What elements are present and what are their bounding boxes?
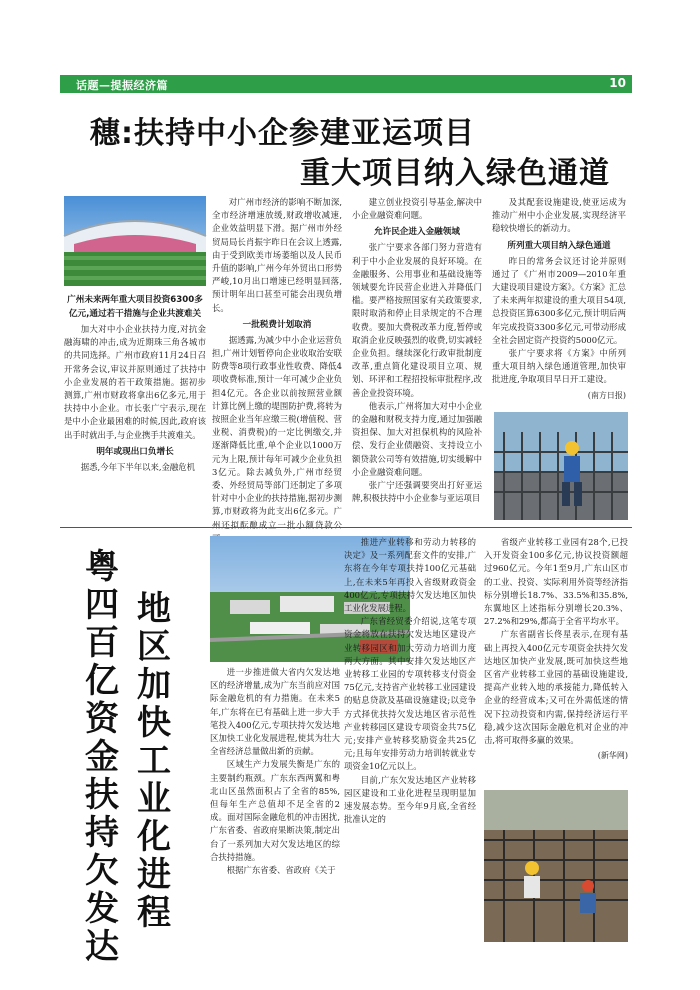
article1-col3-paragraph: 建立创业投资引导基金,解决中小企业融资难问题。 bbox=[352, 197, 482, 221]
article1-col4-paragraph: 及其配套设施建设,使亚运成为推动广州中小企业发展,实现经济平稳较快增长的新动力。 bbox=[492, 197, 626, 234]
article1-column-4 bbox=[492, 196, 626, 406]
article2-title-column-1: 粤四百亿资金扶持欠发达 bbox=[85, 547, 119, 967]
article1-col3-paragraph-4: 张广宁还强调要突出打好亚运牌,积极扶持中小企业参与亚运项目 bbox=[352, 480, 482, 504]
article2-column-c bbox=[484, 536, 628, 784]
article2-colB-paragraph-2: 广东省经贸委介绍说,这笔专项资金将放在扶持欠发达地区建设产业转移园区和加大劳动力培训力度两大方面。其中安排欠发达地区产业转移工业园的专项转移支付资金75亿元,支持省产业转移工业园建设的贴息贷款及基础设施建设;以竞争方式择优扶持欠发达地区省示范性产业转移园区建设专项资金共75亿元;安排产业转移奖励资金共25亿元;且每年安排劳动力培训转就业专项资金10亿元以上。 bbox=[344, 616, 476, 772]
construction-worker-photo bbox=[494, 412, 628, 520]
article1-subtitle-export: 明年或现出口负增长 bbox=[96, 446, 174, 457]
article2-colC-paragraph: 省级产业转移工业园有28个,已投入开发资金100多亿元,协议投资额超过960亿元。今年1至9月,广东山区市的工业、投资、实际利用外资等经济指标分别增长18.7%、33.5%和35.8%,东翼地区上述指标分别增长20.3%、27.2%和29%,都高于全省平均水平。 bbox=[484, 537, 628, 627]
article1-col2-paragraph-2: 据透露,为减少中小企业运营负担,广州计划暂停向企业收取治安联防费等8项行政事业性收费、降低4项收费标准,预计一年可减少企业负担4亿元。各企业以前按照营业额计算比例上缴的堤围防护费,将转为按照企业当年应缴三税(增值税、营业税、消费税)的一定比例缴交,并逐渐降低比重,单个企业以1000万元为上限,预计每年可减少企业负担3亿元。除去减负外,广州市经贸委、外经贸局等部门还制定了多项针对中小企业的扶持措施,据初步测算,市财政将为此支出6亿多元。广州还拟酝酿成立一批小额贷款公 bbox=[212, 334, 342, 530]
article2-title-column-2: 地区加快工业化进程 bbox=[137, 589, 171, 933]
stadium-photo bbox=[64, 196, 206, 286]
article1-col3-paragraph-3: 他表示,广州将加大对中小企业的金融和财税支持力度,通过加强融资担保、加大对担保机构的风险补偿、发行企业债融资、支持设立小额贷款公司等有效措施,切实缓解中小企业融资难问题。 bbox=[352, 400, 482, 477]
article1-subtitle-lead: 广州未来两年重大项目投资6300多亿元,通过若干措施与企业共渡难关 bbox=[67, 295, 203, 319]
article1-col3-paragraph-2: 张广宁要求各部门努力营造有利于中小企业发展的良好环境。在金融服务、公用事业和基础设施等领域要允许民营企业进入并降低门槛。要严格按照国家有关政策要求,限时取消和停止目录规定的不合理收费。要加大费税改革力度,暂停或取消企业反映强烈的收费,切实减轻企业负担。继续深化行政审批制度改革,重点简化建设项目立项、规划、环评和工程招投标审批程序,改善企业投资环境。 bbox=[352, 242, 482, 398]
article1-col1-paragraph: 加大对中小企业扶持力度,对抗金融海啸的冲击,成为近期珠三角各城市的共同选择。广州市政府11月24日召开常务会议,审议并原则通过了扶持中小企业发展的若干政策措施。据初步测算,广州市财政将拿出6亿多元,用于扶持中小企业。市长张广宁表示,现在是中小企业最困难的时候,因此,政府该出手时就出手,与企业携手共渡难关。 bbox=[64, 324, 206, 440]
article2-column-b bbox=[344, 536, 476, 948]
article1-title-line1: 穗:扶持中小企参建亚运项目 bbox=[90, 116, 475, 151]
article1-column-1 bbox=[64, 290, 206, 518]
article1-col4-paragraph-3: 张广宁要求将《方案》中所列重大项目纳入绿色通道管理,加快审批进度,争取项目早日开工建设。 bbox=[492, 348, 626, 385]
article-divider bbox=[60, 527, 632, 528]
article2-colB-paragraph-3: 目前,广东欠发达地区产业转移园区建设和工业化进程呈现明显加速发展态势。至今年9月底,全省经批准认定的 bbox=[344, 774, 476, 825]
page-number: 10 bbox=[609, 76, 626, 90]
article1-source-credit: (南方日报) bbox=[587, 390, 626, 400]
article2-column-a bbox=[210, 666, 340, 948]
article2-colB-paragraph: 推进产业转移和劳动力转移的决定》及一系列配套文件的安排,广东将在今年专项扶持100亿元基础上,在未来5年再投入省级财政资金400亿元,专项扶持欠发达地区加快工业化发展进程。 bbox=[344, 537, 476, 614]
workers-trench-photo bbox=[484, 790, 628, 942]
article2-colA-paragraph: 进一步推进做大省内欠发达地区的经济增量,成为广东当前应对国际金融危机的有力措施。在未来5年,广东将在已有基础上进一步大手笔投入400亿元,专项扶持欠发达地区加快工业化发展进程,使其为壮大全省经济总量做出新的贡献。 bbox=[210, 667, 340, 757]
article1-column-2 bbox=[212, 196, 342, 530]
article2-colA-paragraph-3: 根据广东省委、省政府《关于 bbox=[226, 865, 336, 876]
article2-source-credit: (新华网) bbox=[597, 751, 628, 761]
article1-column-3 bbox=[352, 196, 482, 518]
section-header-bar bbox=[60, 75, 632, 93]
article1-col1-paragraph-2: 据悉,今年下半年以来,金融危机 bbox=[80, 461, 195, 472]
article2-colC-paragraph-2: 广东省副省长佟星表示,在现有基础上再投入400亿元专项资金扶持欠发达地区加快产业发展,既可加快这些地区省产业转移工业园的基础设施建设,提高产业转入地的承接能力,降低转入企业的经营成本;又可在外需低迷的情况下拉动投资和内需,保持经济运行平稳,减少这次国际金融危机对企业的冲击,将可取得多赢的效果。 bbox=[484, 629, 628, 746]
article1-col4-paragraph-2: 昨日的常务会议还讨论并原则通过了《广州市2009—2010年重大建设项目建设方案》。《方案》汇总了未来两年拟建设的重大项目54项,总投资匡算6300多亿元,预计明后两年完成投资3300多亿元,可带动形成全社会固定资产投资约5000亿元。 bbox=[492, 255, 626, 345]
section-label: 话题—提振经济篇 bbox=[76, 79, 168, 92]
article1-col2-paragraph: 对广州市经济的影响不断加深,全市经济增速放缓,财政增收减速,企业效益明显下滑。据广州市外经贸局局长肖振宇昨日在会议上透露,由于受到欧美市场萎缩以及人民币升值的影响,广州今年外贸出口形势严峻,10月出口增速已经明显回落,预计明年出口甚至可能会出现负增长。 bbox=[212, 197, 342, 313]
article1-subtitle-green-channel: 所列重大项目纳入绿色通道 bbox=[507, 240, 611, 251]
article1-title-line2: 重大项目纳入绿色通道 bbox=[300, 156, 610, 191]
article2-colA-paragraph-2: 区域生产力发展失衡是广东的主要制约瓶颈。广东东西两翼和粤北山区虽然面积占了全省的85%,但每年生产总值却不足全省的2成。面对国际金融危机的冲击困扰,广东省委、省政府果断决策,制定出台了一系列加大对欠发达地区的综合扶持措施。 bbox=[210, 759, 340, 862]
article1-subtitle-fees: 一批税费计划取消 bbox=[242, 319, 312, 330]
article1-subtitle-finance: 允许民企进入金融领域 bbox=[374, 227, 460, 238]
